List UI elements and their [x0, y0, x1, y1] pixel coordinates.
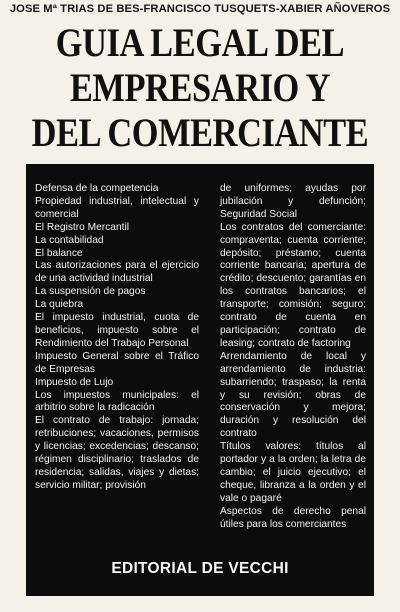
contents-item: El contrato de trabajo: jornada; retribuciones; vacaciones, permisos y licencias; excedencias; descanso; régimen disciplinario; traslados de residencia; salidas, viajes y dietas; servicio militar; provisión	[35, 415, 199, 491]
authors-line: JOSE Mª TRIAS DE BES-FRANCISCO TUSQUETS-XABIER AÑOVEROS	[9, 3, 391, 15]
contents-item: La suspensión de pagos	[35, 286, 146, 298]
title-line-1: GUIA LEGAL DEL	[55, 20, 345, 65]
contents-item: Los impuestos municipales: el arbitrio sobre la radicación	[35, 389, 199, 414]
contents-item: Propiedad industrial, intelectual y comercial	[35, 195, 199, 220]
contents-item: Impuesto General sobre el Tráfico de Empresas	[35, 350, 199, 375]
contents-item: Impuesto de Lujo	[35, 376, 114, 388]
contents-item: Las autorizaciones para el ejercicio de una actividad industrial	[35, 260, 199, 285]
contents-item: La contabilidad	[35, 234, 104, 246]
contents-item: Arrendamiento de local y arrendamiento de industria: subarriendo; traspaso; la renta y su revisión; obras de conservación y mejora; duración y resolución del contrato	[220, 350, 366, 440]
contents-item: Los contratos del comerciante: compraventa; cuenta corriente; depósito; préstamo; cuenta corriente bancaria; apertura de crédito; descuento; garantías en los contratos bancarios; el transporte; comisión; seguro; contrato de cuenta en participación; contrato de leasing; contrato de factoring	[220, 221, 366, 349]
book-title	[0, 20, 400, 155]
contents-left-column	[35, 183, 199, 493]
title-line-2: EMPRESARIO Y	[69, 65, 331, 110]
title-line-3: DEL COMERCIANTE	[31, 110, 369, 155]
contents-item: La quiebra	[35, 299, 84, 311]
contents-item: Títulos valores: títulos al portador y a la orden; la letra de cambio; el juicio ejecutivo; el cheque, libranza a la orden y el vale o pagaré	[220, 441, 366, 504]
contents-item: El Registro Mercantil	[35, 221, 129, 233]
publisher-name: EDITORIAL DE VECCHI	[111, 560, 289, 577]
contents-item: El impuesto industrial, cuota de beneficios, impuesto sobre el Rendimiento del Trabajo Personal	[35, 312, 199, 349]
contents-item: Aspectos de derecho penal útiles para los comerciantes	[220, 505, 366, 530]
contents-item: El balance	[35, 247, 83, 259]
contents-panel	[26, 164, 374, 596]
contents-item: Defensa de la competencia	[35, 183, 159, 194]
contents-right-column	[220, 183, 366, 531]
contents-item: de uniformes; ayudas por jubilación y defunción; Seguridad Social	[220, 183, 366, 220]
